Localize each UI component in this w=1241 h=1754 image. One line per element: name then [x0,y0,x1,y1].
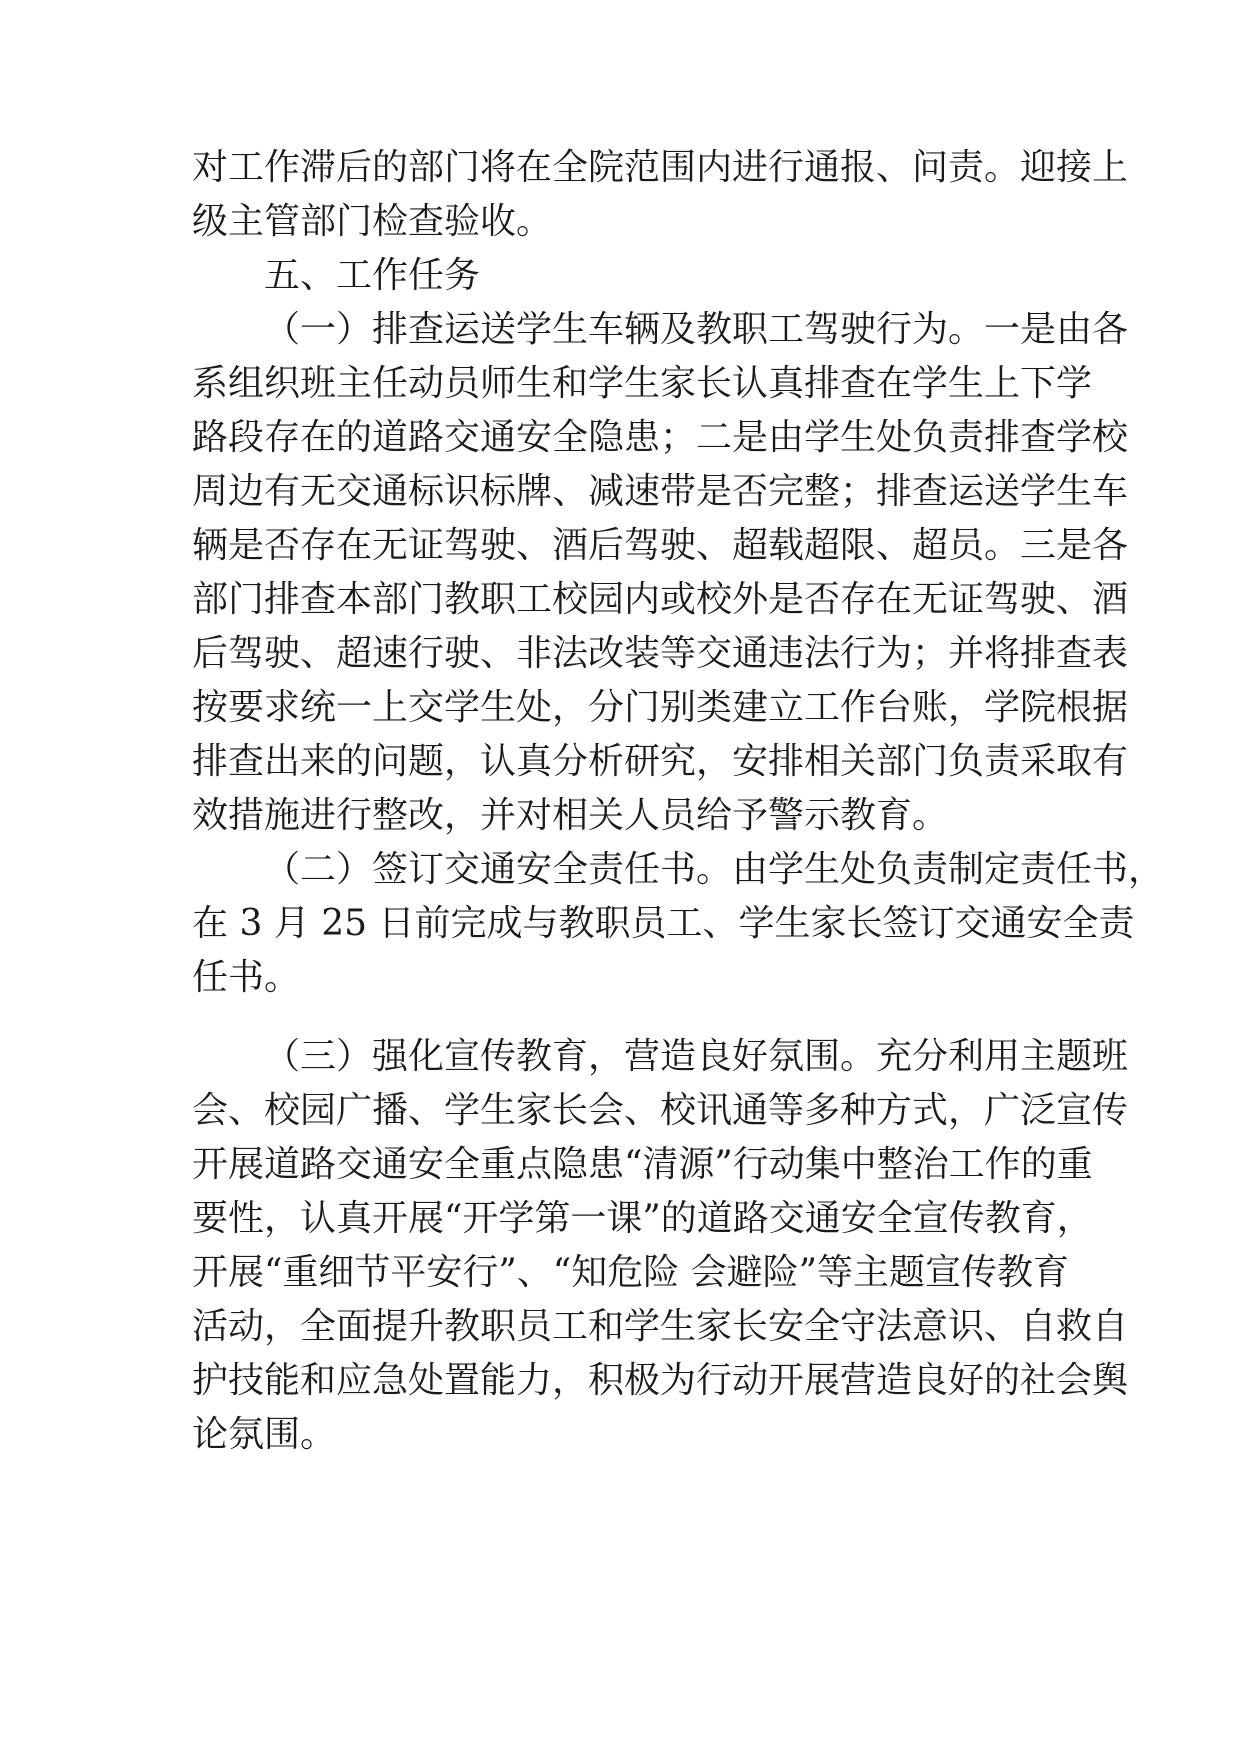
section-heading: 五、工作任务 [264,255,481,296]
text-line: 活动，全面提升教职员工和学生家长安全守法意识、自救自 [192,1306,1129,1347]
text-line: 效措施进行整改，并对相关人员给予警示教育。 [192,795,949,836]
text-line: 对工作滞后的部门将在全院范围内进行通报、问责。迎接上 [192,147,1129,188]
text-line: 开展道路交通安全重点隐患“清源”行动集中整治工作的重 [192,1144,1093,1185]
text-line: 会、校园广播、学生家长会、校讯通等多种方式，广泛宣传 [192,1090,1129,1131]
text-line: 级主管部门检查验收。 [192,201,553,242]
paragraph-heading: （一）排查运送学生车辆及教职工驾驶行为。一是由各 [264,309,1129,350]
text-line: 路段存在的道路交通安全隐患；二是由学生处负责排查学校 [192,417,1129,458]
text-line: 护技能和应急处置能力，积极为行动开展营造良好的社会舆 [192,1360,1129,1401]
text-line: 排查出来的问题，认真分析研究，安排相关部门负责采取有 [192,741,1129,782]
text-line: 开展“重细节平安行”、“知危险 会避险”等主题宣传教育 [192,1252,1070,1293]
text-line: 周边有无交通标识标牌、减速带是否完整；排查运送学生车 [192,471,1129,512]
text-line: 辆是否存在无证驾驶、酒后驾驶、超载超限、超员。三是各 [192,525,1129,566]
text-line: 任书。 [192,957,301,998]
text-line: 后驾驶、超速行驶、非法改装等交通违法行为；并将排查表 [192,633,1129,674]
text-line: 按要求统一上交学生处，分门别类建立工作台账，学院根据 [192,687,1129,728]
text-line: 系组织班主任动员师生和学生家长认真排查在学生上下学 [192,363,1093,404]
text-line: 在 3 月 25 日前完成与教职员工、学生家长签订交通安全责 [192,903,1135,944]
paragraph-heading: （二）签订交通安全责任书。由学生处负责制定责任书， [264,849,1165,890]
text-line: 部门排查本部门教职工校园内或校外是否存在无证驾驶、酒 [192,579,1129,620]
text-line: 要性，认真开展“开学第一课”的道路交通安全宣传教育， [192,1198,1093,1239]
paragraph-heading: （三）强化宣传教育，营造良好氛围。充分利用主题班 [264,1036,1129,1077]
text-line: 论氛围。 [192,1414,337,1455]
